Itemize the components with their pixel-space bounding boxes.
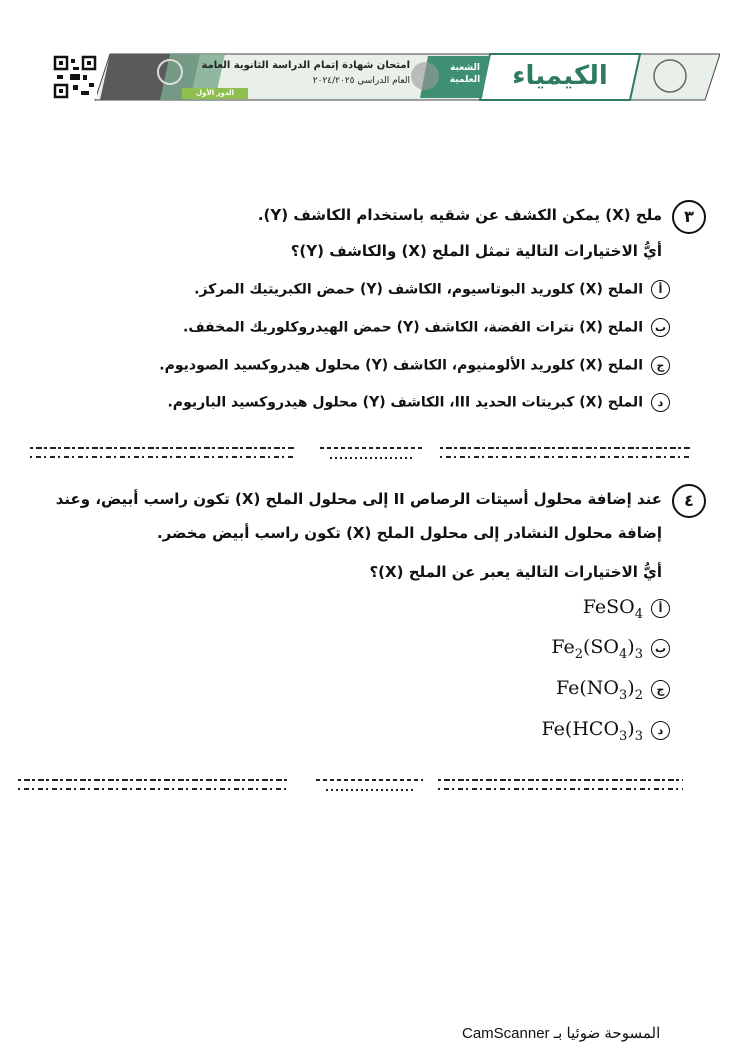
exam-year: العام الدراسي ٢٠٢٤/٢٠٢٥	[312, 76, 410, 86]
option-label: أ	[651, 280, 670, 299]
option-text: الملح (X) كبريتات الحديد III، الكاشف (Y) محلول هيدروكسيد الباريوم.	[167, 394, 643, 411]
answer-option[interactable]	[167, 392, 670, 412]
option-label: د	[651, 393, 670, 412]
question-stem-line: عند إضافة محلول أسيتات الرصاص II إلى محلول الملح (X) تكون راسب أبيض، وعند	[55, 490, 662, 508]
option-label: ج	[651, 680, 670, 699]
subject-title: الكيمياء	[512, 61, 608, 91]
answer-option[interactable]	[551, 636, 670, 662]
question-number: ٣	[672, 200, 706, 234]
chemical-formula: FeSO$_4$	[582, 596, 643, 622]
answer-option[interactable]	[556, 677, 670, 703]
answer-option[interactable]	[183, 317, 670, 337]
option-label: أ	[651, 599, 670, 618]
chemical-formula: $Fe(HCO_3)_3$	[541, 718, 643, 744]
answer-option[interactable]	[542, 718, 670, 744]
option-label: د	[651, 721, 670, 740]
option-text: الملح (X) نترات الفضة، الكاشف (Y) حمض الهيدروكلوريك المخفف.	[183, 319, 643, 336]
section-divider	[30, 443, 695, 465]
qr-code	[53, 55, 97, 99]
branch-label: الشعبة العلمية	[449, 63, 481, 85]
question-prompt: أيُّ الاختيارات التالية تمثل الملح (X) والكاشف (Y)؟	[290, 242, 662, 260]
section-divider	[18, 775, 683, 797]
question-stem-line: ملح (X) يمكن الكشف عن شقيه باستخدام الكاشف (Y).	[257, 206, 662, 224]
option-text: الملح (X) كلوريد الألومنيوم، الكاشف (Y) محلول هيدروكسيد الصوديوم.	[159, 357, 643, 374]
chemical-formula: $Fe(NO_3)_2$	[556, 677, 643, 703]
option-label: ب	[651, 639, 670, 658]
answer-option[interactable]	[159, 355, 670, 375]
option-text: الملح (X) كلوريد البوتاسيوم، الكاشف (Y) حمض الكبريتيك المركز.	[194, 281, 643, 298]
question-prompt: أيُّ الاختيارات التالية يعبر عن الملح (X)؟	[369, 563, 662, 581]
exam-title: امتحان شهادة إتمام الدراسة الثانوية العامة	[201, 60, 410, 71]
scanner-watermark: CamScanner المسوحة ضوئيا بـ	[462, 1025, 661, 1042]
exam-part-badge: الدور الأول	[182, 88, 248, 99]
option-label: ج	[651, 356, 670, 375]
chemical-formula: $Fe_2(SO_4)_3$	[551, 636, 643, 662]
option-label: ب	[651, 318, 670, 337]
header-banner	[50, 52, 720, 102]
question-number: ٤	[672, 484, 706, 518]
question-stem-line: إضافة محلول النشادر إلى محلول الملح (X) تكون راسب أبيض مخضر.	[156, 524, 662, 542]
answer-option[interactable]	[194, 279, 670, 299]
answer-option[interactable]	[583, 596, 670, 622]
